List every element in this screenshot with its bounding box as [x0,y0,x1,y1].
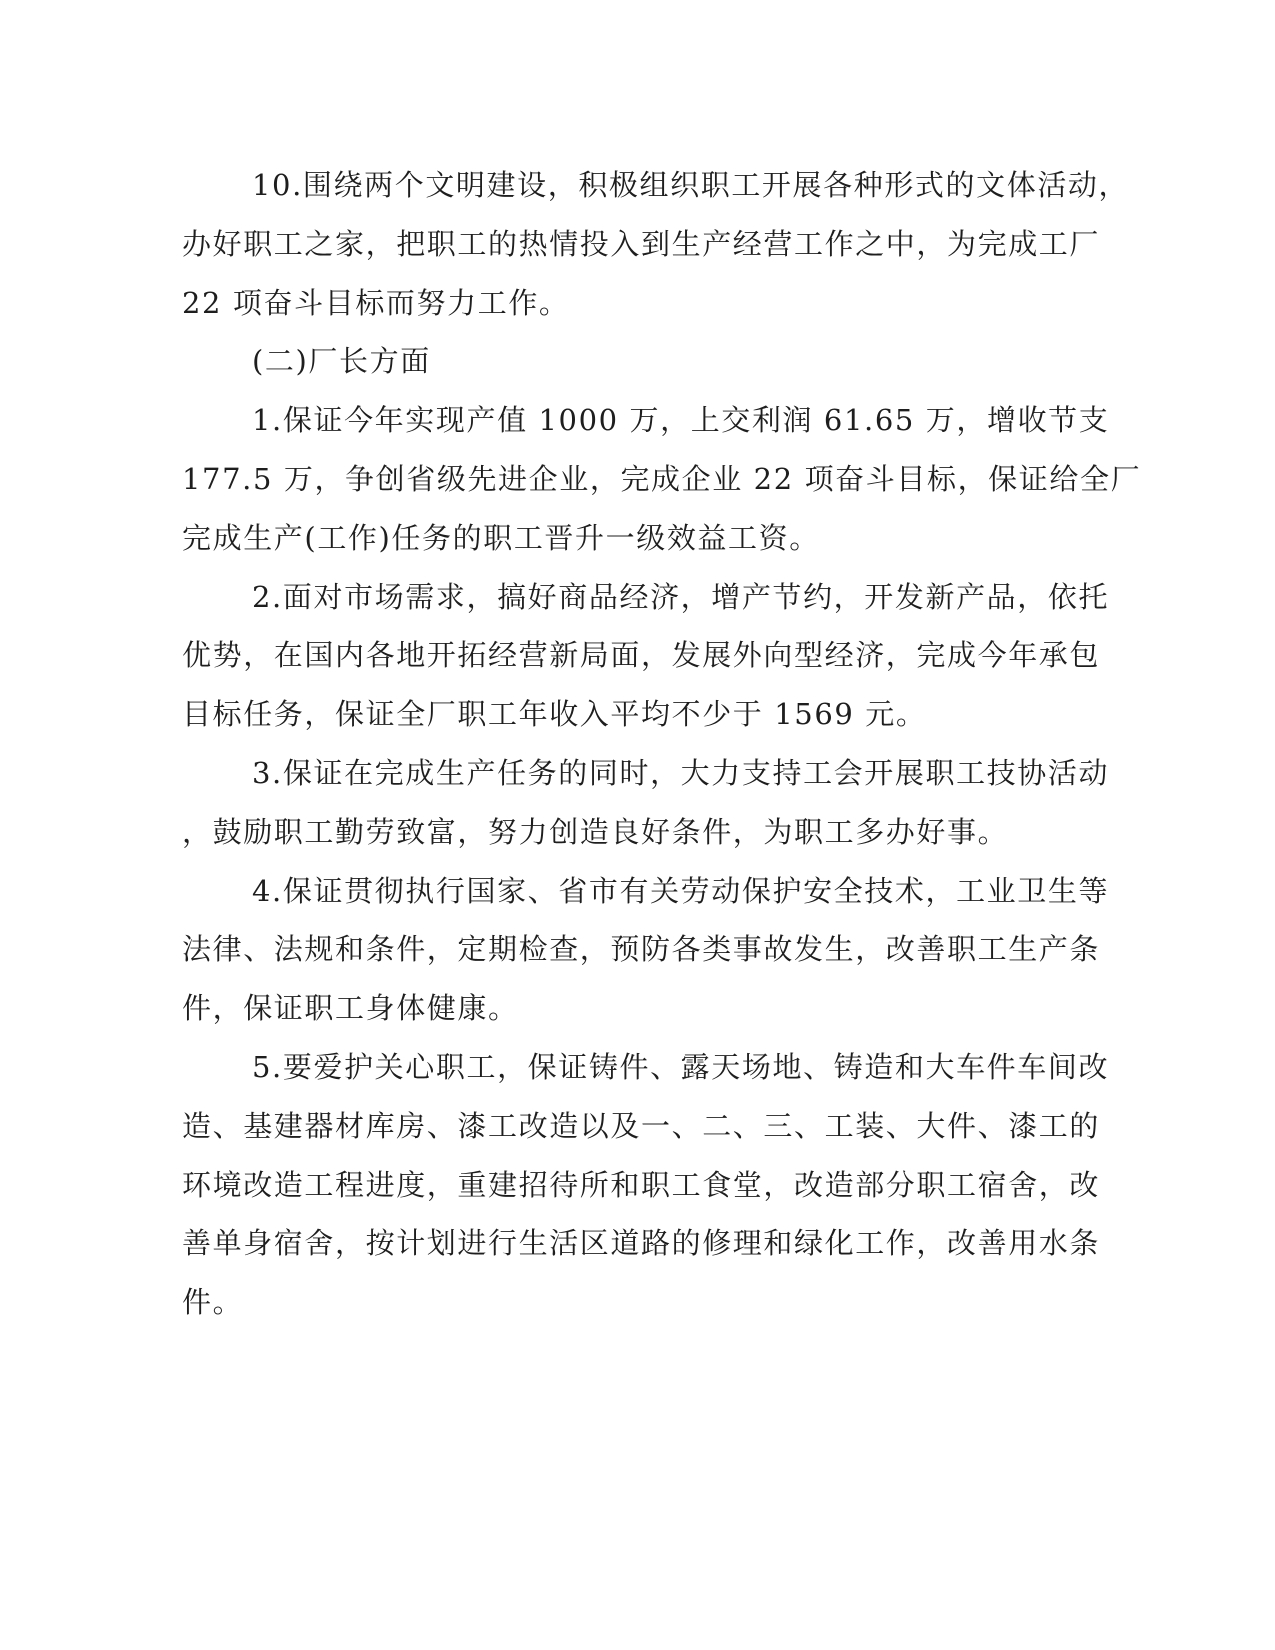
paragraph-5-line-1: 5.要爱护关心职工，保证铸件、露天场地、铸造和大车件车间改 [252,1049,1110,1084]
paragraph-1-line-1: 1.保证今年实现产值 1000 万，上交利润 61.65 万，增收节支 [252,403,1110,438]
paragraph-4-line-3: 件，保证职工身体健康。 [182,991,519,1026]
paragraph-2-line-3: 目标任务，保证全厂职工年收入平均不少于 1569 元。 [182,697,927,732]
paragraph-3-line-2: ，鼓励职工勤劳致富，努力创造良好条件，为职工多办好事。 [182,814,1009,849]
paragraph-10-line-2: 办好职工之家，把职工的热情投入到生产经营工作之中，为完成工厂 [182,226,1101,261]
paragraph-4-line-1: 4.保证贯彻执行国家、省市有关劳动保护安全技术，工业卫生等 [252,873,1110,908]
paragraph-5-line-3: 环境改造工程进度，重建招待所和职工食堂，改造部分职工宿舍，改 [182,1167,1101,1202]
paragraph-5-line-4: 善单身宿舍，按计划进行生活区道路的修理和绿化工作，改善用水条 [182,1226,1101,1261]
paragraph-5-line-2: 造、基建器材库房、漆工改造以及一、二、三、工装、大件、漆工的 [182,1108,1101,1143]
paragraph-4-line-2: 法律、法规和条件，定期检查，预防各类事故发生，改善职工生产条 [182,932,1101,967]
paragraph-2-line-1: 2.面对市场需求，搞好商品经济，增产节约，开发新产品，依托 [252,579,1110,614]
paragraph-2-line-2: 优势，在国内各地开拓经营新局面，发展外向型经济，完成今年承包 [182,638,1101,673]
paragraph-10-line-1: 10.围绕两个文明建设，积极组织职工开展各种形式的文体活动， [252,168,1130,202]
paragraph-1-line-3: 完成生产(工作)任务的职工晋升一级效益工资。 [182,520,820,555]
paragraph-5-line-5: 件。 [182,1285,244,1320]
paragraph-10-line-3: 22 项奋斗目标而努力工作。 [182,285,570,320]
section-heading: (二)厂长方面 [252,344,431,379]
document-body [182,156,1142,1332]
paragraph-1-line-2: 177.5 万，争创省级先进企业，完成企业 22 项奋斗目标，保证给全厂 [182,461,1142,496]
paragraph-3-line-1: 3.保证在完成生产任务的同时，大力支持工会开展职工技协活动 [252,755,1110,790]
